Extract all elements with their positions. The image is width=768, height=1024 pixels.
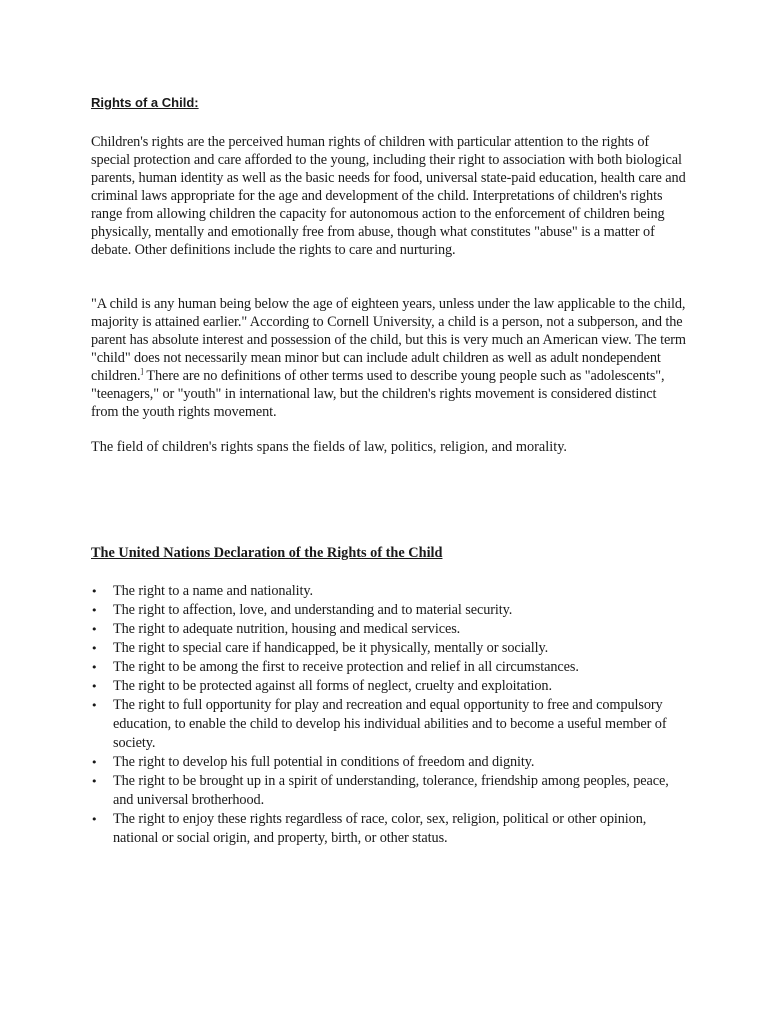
paragraph-fields: The field of children's rights spans the fields of law, politics, religion, and morality. bbox=[91, 439, 567, 455]
list-item bbox=[91, 677, 687, 696]
bullet-icon: • bbox=[91, 680, 98, 693]
list-item bbox=[91, 582, 687, 601]
bullet-icon: • bbox=[91, 623, 98, 636]
bullet-icon: • bbox=[91, 756, 98, 769]
list-item-text: The right to affection, love, and understanding and to material security. bbox=[113, 602, 513, 618]
document-title: Rights of a Child: bbox=[91, 95, 199, 110]
list-item-text: The right to be protected against all forms of neglect, cruelty and exploitation. bbox=[113, 678, 552, 694]
list-item bbox=[91, 601, 687, 620]
bullet-icon: • bbox=[91, 775, 98, 788]
list-item-text: The right to be among the first to receive protection and relief in all circumstances. bbox=[113, 659, 579, 675]
list-item-text: The right to special care if handicapped, be it physically, mentally or socially. bbox=[113, 640, 549, 656]
bullet-icon: • bbox=[91, 813, 98, 826]
paragraph-child-definition bbox=[91, 295, 687, 421]
bullet-icon: • bbox=[91, 661, 98, 674]
list-item bbox=[91, 696, 687, 753]
list-item bbox=[91, 620, 687, 639]
list-item-text: The right to adequate nutrition, housing and medical services. bbox=[113, 621, 461, 637]
list-item-text: The right to be brought up in a spirit of understanding, tolerance, friendship among peoples, peace, and universal brotherhood. bbox=[113, 773, 669, 808]
list-item bbox=[91, 639, 687, 658]
rights-list bbox=[91, 582, 687, 848]
list-item bbox=[91, 658, 687, 677]
list-item-text: The right to full opportunity for play and recreation and equal opportunity to free and compulsory education, to enable the child to develop his individual abilities and to become a useful member of society. bbox=[113, 697, 667, 751]
section-title: The United Nations Declaration of the Rights of the Child bbox=[91, 545, 443, 561]
list-item-text: The right to a name and nationality. bbox=[113, 583, 313, 599]
list-item-text: The right to enjoy these rights regardless of race, color, sex, religion, political or other opinion, national or social origin, and property, birth, or other status. bbox=[113, 811, 647, 846]
footnote-marker: ] bbox=[140, 367, 144, 377]
list-item bbox=[91, 772, 687, 810]
list-item bbox=[91, 810, 687, 848]
list-item bbox=[91, 753, 687, 772]
paragraph-definition: Children's rights are the perceived human rights of children with particular attention to the rights of special protection and care afforded to the young, including their right to association with both biological parents, human identity as well as the basic needs for food, universal state-paid education, health care and criminal laws appropriate for the age and development of the child. Interpretations of children's rights range from allowing children the capacity for autonomous action to the enforcement of children being physically, mentally and emotionally free from abuse, though what constitutes "abuse" is a matter of debate. Other definitions include the rights to care and nurturing. bbox=[91, 134, 686, 258]
bullet-icon: • bbox=[91, 642, 98, 655]
paragraph-child-definition-part1: "A child is any human being below the age of eighteen years, unless under the law applicable to the child, majority is attained earlier." According to Cornell University, a child is a person, not a subperson, and the parent has absolute interest and possession of the child, but this is very much an American view. The term "child" does not necessarily mean minor but can include adult children as well as adult nondependent children. bbox=[91, 296, 686, 384]
bullet-icon: • bbox=[91, 585, 98, 598]
paragraph-child-definition-part2: There are no definitions of other terms used to describe young people such as "adolescents", "teenagers," or "youth" in international law, but the children's rights movement is considered distinct from the youth rights movement. bbox=[91, 368, 665, 420]
bullet-icon: • bbox=[91, 604, 98, 617]
bullet-icon: • bbox=[91, 699, 98, 712]
list-item-text: The right to develop his full potential in conditions of freedom and dignity. bbox=[113, 754, 535, 770]
